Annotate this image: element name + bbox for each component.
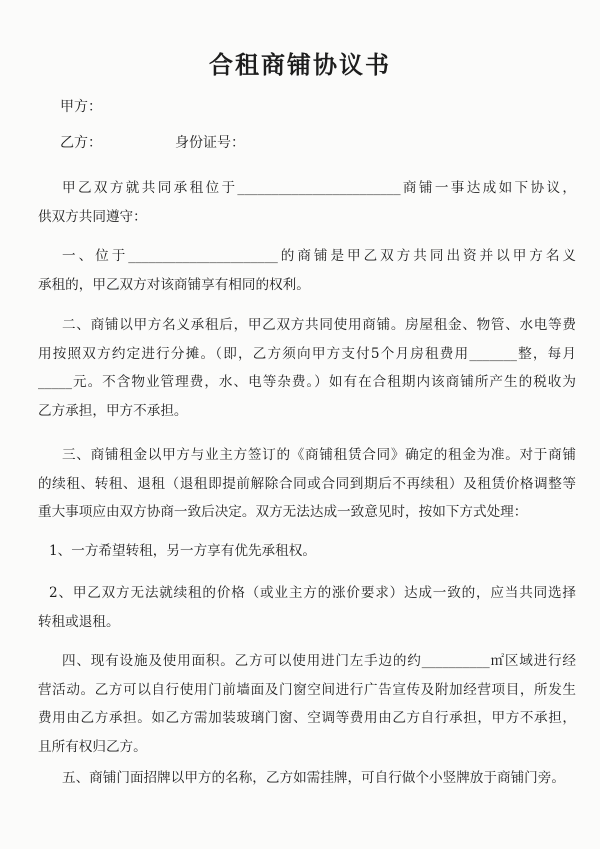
paragraph-line: 承租的，甲乙双方对该商铺享有相同的权利。	[38, 276, 310, 293]
clause-2-paragraph	[38, 311, 576, 425]
paragraph-line: 供双方共同遵守：	[38, 208, 147, 225]
paragraph-line: 1、一方希望转租，另一方享有优先承租权。	[49, 543, 316, 559]
paragraph-line: 2、甲乙双方无法就续租的价格（或业主方的涨价要求）达成一致的，应当共同选择	[49, 585, 576, 601]
paragraph-line: 四、现有设施及使用面积。乙方可以使用进门左手边的约__________㎡区域进行经	[62, 653, 576, 669]
clause-5-paragraph	[38, 764, 576, 793]
paragraph-line: 转租或退租。	[38, 613, 120, 630]
paragraph-line: 费用由乙方承担。如乙方需加装玻璃门窗、空调等费用由乙方自行承担，甲方不承担，	[38, 710, 576, 726]
document-title: 合租商铺协议书	[209, 50, 391, 79]
paragraph-line: 五、商铺门面招牌以甲方的名称，乙方如需挂牌，可自行做个小竖牌放于商铺门旁。	[62, 770, 565, 786]
paragraph-line: 乙方承担，甲方不承担。	[38, 402, 188, 419]
paragraph-line: 的续租、转租、退租（退租即提前解除合同或合同到期后不再续租）及租赁价格调整等	[38, 475, 576, 492]
id-number-label: 身份证号：	[175, 135, 245, 151]
intro-paragraph	[38, 174, 576, 231]
paragraph-line: 重大事项应由双方协商一致后决定。双方无法达成一致意见时，按如下方式处理：	[38, 504, 528, 520]
clause-1-paragraph	[38, 242, 576, 299]
paragraph-line: 三、商铺租金以甲方与业主方签订的《商铺租赁合同》确定的租金为准。对于商铺	[62, 447, 576, 463]
paragraph-line: 甲乙双方就共同承租位于________________________商铺一事达成如下协议，	[62, 180, 576, 196]
clause-3-paragraph	[38, 441, 576, 527]
paragraph-line: 用按照双方约定进行分摊。（即，乙方须向甲方支付5个月房租费用_______整，每月	[38, 345, 576, 362]
clause-3-item-1	[38, 537, 576, 566]
clause-4-paragraph	[38, 647, 576, 761]
paragraph-line: 且所有权归乙方。	[38, 738, 147, 755]
clause-3-item-2	[38, 579, 576, 636]
paragraph-line: 二、商铺以甲方名义承租后，甲乙双方共同使用商铺。房屋租金、物管、水电等费	[62, 317, 576, 333]
party-b-label: 乙方：	[60, 135, 102, 151]
paragraph-line: 一、位于______________________的商铺是甲乙双方共同出资并以甲方名义	[62, 248, 576, 264]
paragraph-line: _____元。不含物业管理费，水、电等杂费。）如有在合租期内该商铺所产生的税收为	[38, 374, 576, 390]
paragraph-line: 营活动。乙方可以自行使用门前墙面及门窗空间进行广告宣传及附加经营项目，所发生	[38, 681, 576, 698]
party-a-label: 甲方：	[60, 99, 102, 115]
